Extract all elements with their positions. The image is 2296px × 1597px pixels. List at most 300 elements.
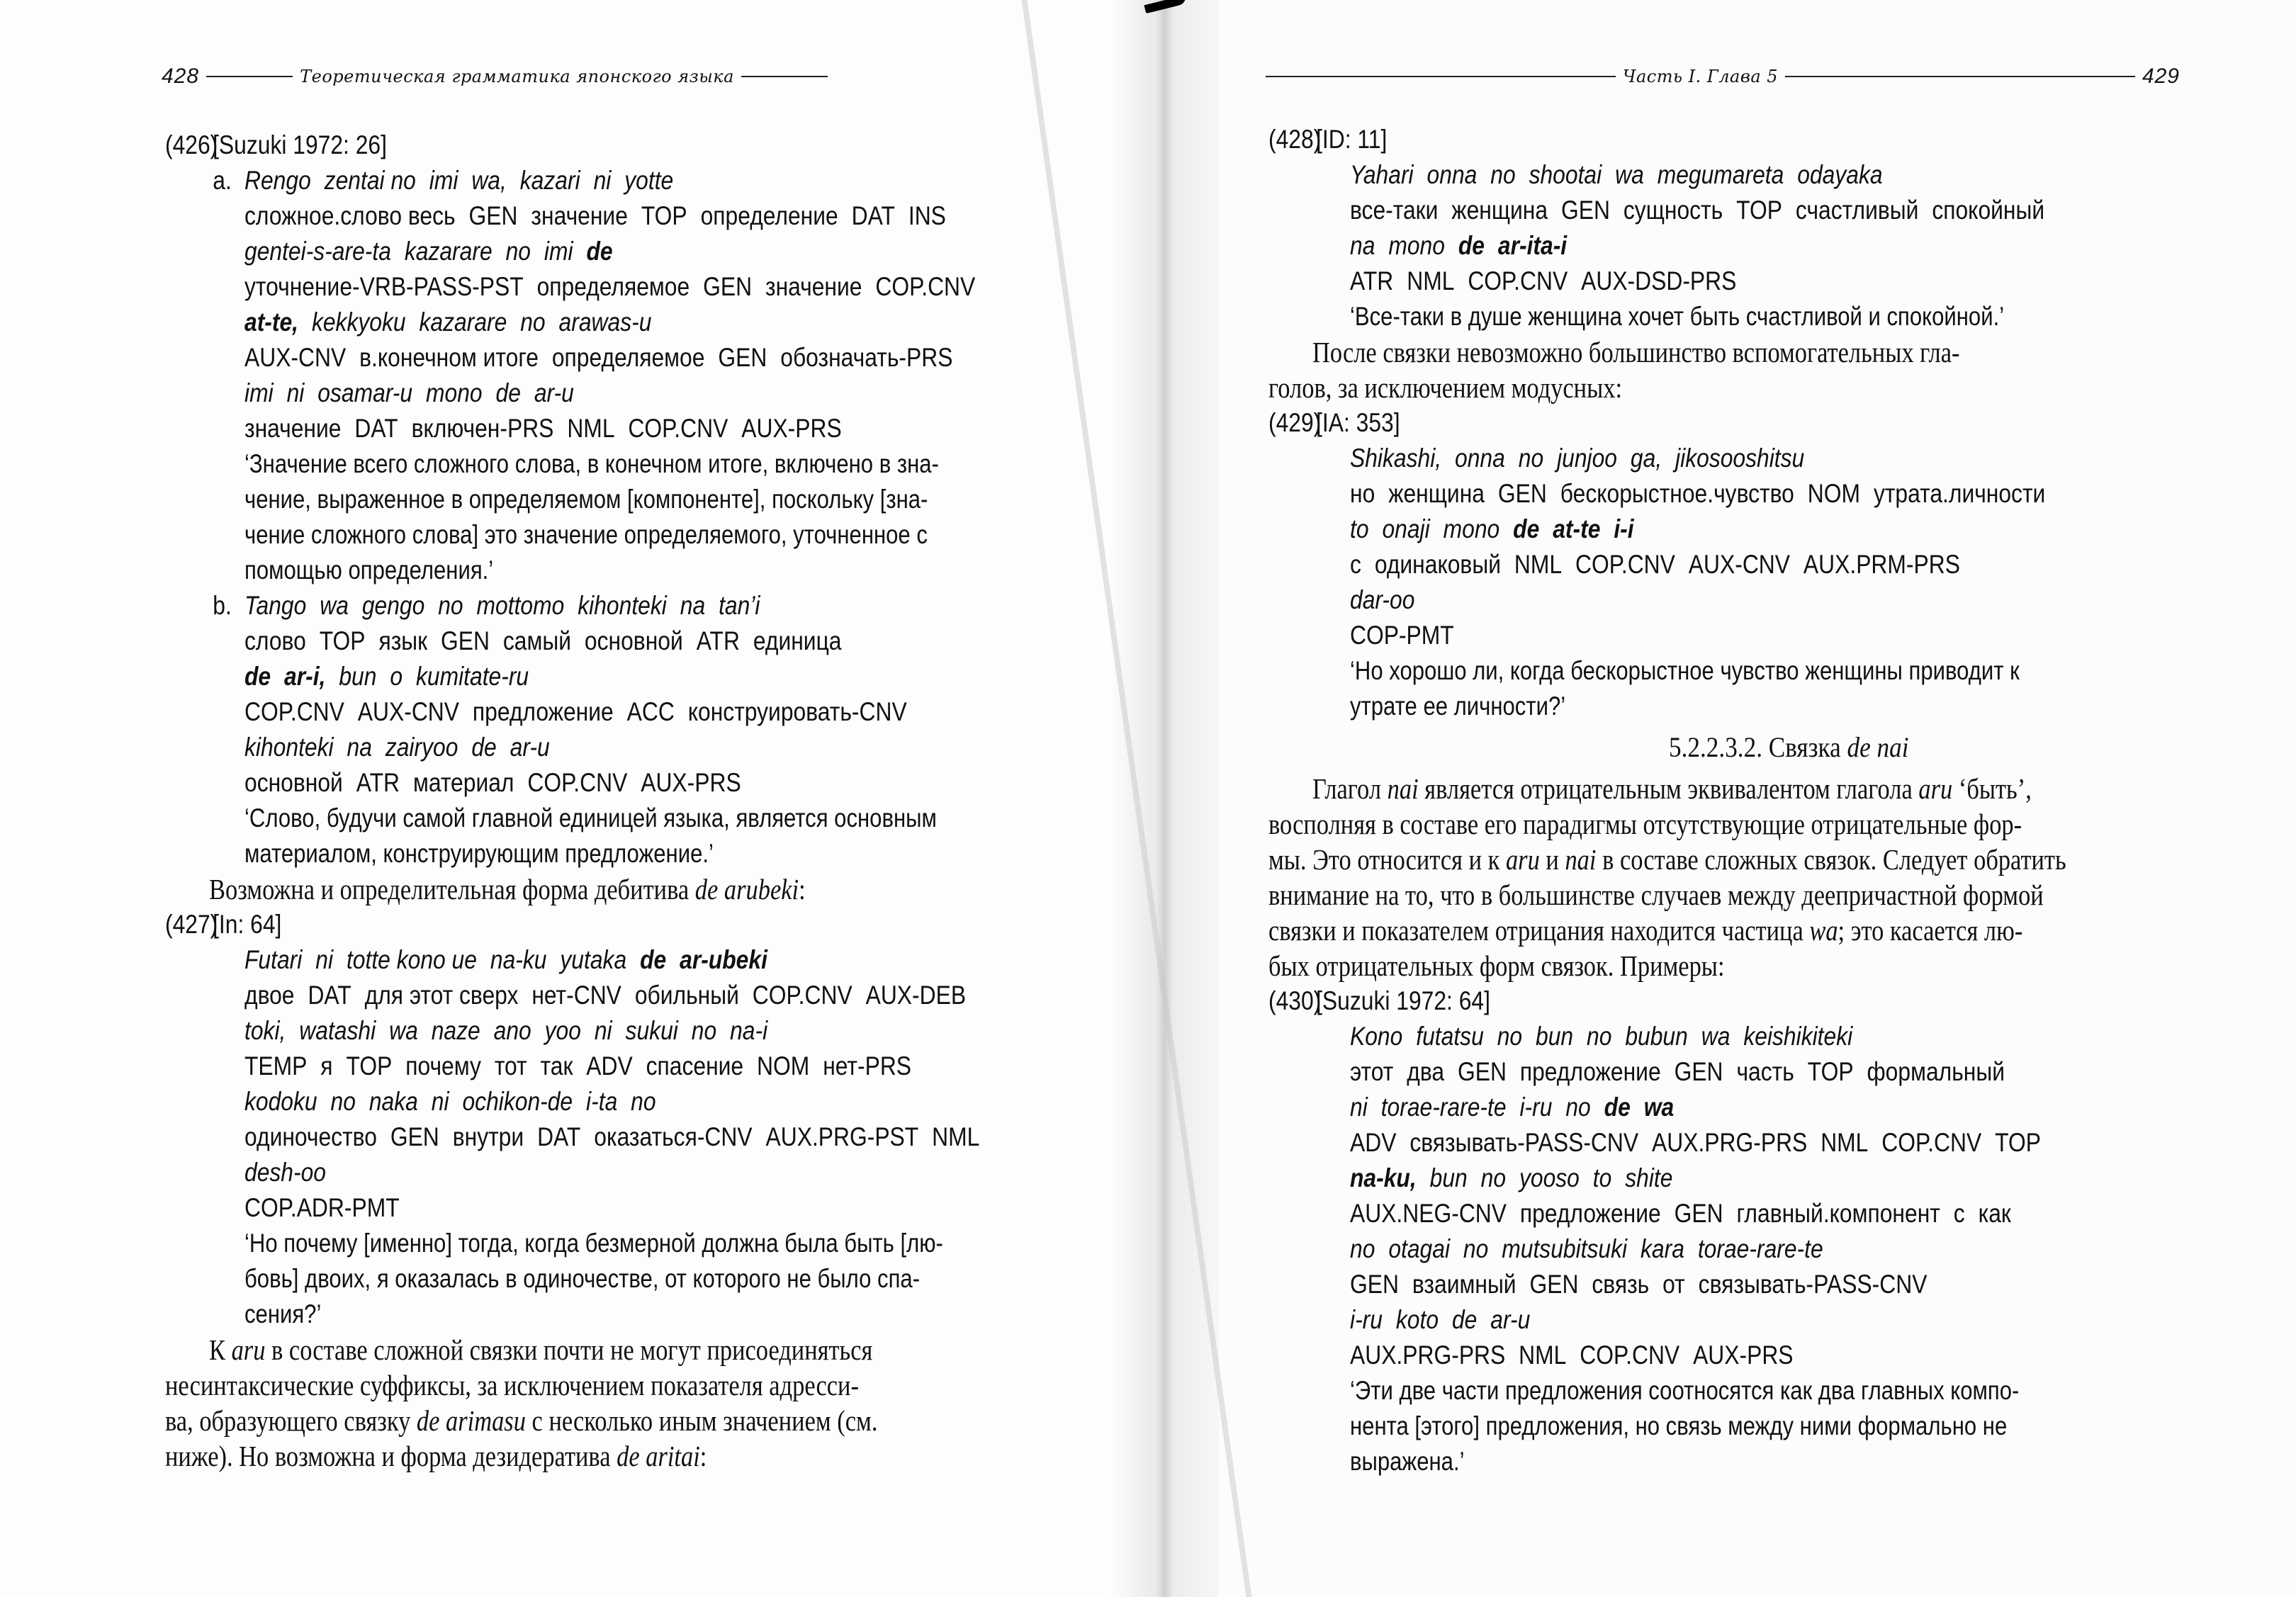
prose-line (1312, 334, 1960, 370)
gloss-word: wa (1615, 160, 1644, 189)
gloss-word: onaji (1382, 514, 1430, 543)
gloss-word: COP.CNV (527, 768, 628, 797)
example-number: (429) (1268, 408, 1322, 437)
gloss-word: Shikashi, (1350, 444, 1442, 473)
gloss-word: kihonteki (244, 733, 334, 762)
gloss-word: TEMP (244, 1051, 308, 1080)
gloss-word: COP.CNV (1881, 1128, 1982, 1157)
prose-text: ва, образующего связку (165, 1404, 417, 1437)
gloss-word: totte kono ue (346, 945, 477, 974)
gloss-word: COP.CNV (1580, 1341, 1680, 1370)
gloss-word: GEN (1674, 1057, 1723, 1086)
gloss-word: связь (1592, 1270, 1650, 1299)
prose-line (165, 1438, 707, 1474)
gloss-word: Yahari (1350, 160, 1414, 189)
gloss-word: NML (1821, 1128, 1869, 1157)
gloss-word: TOP (1736, 196, 1782, 225)
gloss-word: wa (1643, 1093, 1675, 1122)
free-translation-line: бовь] двоих, я оказалась в одиночестве, от которого не было спа- (244, 1264, 921, 1293)
subexample-label: b. (213, 591, 232, 620)
gloss-word: imi (544, 237, 573, 266)
gloss-word: no (505, 237, 531, 266)
gloss-word: no (1565, 1093, 1591, 1122)
prose-text: в составе сложной связки почти не могут присоединяться (265, 1333, 873, 1366)
prose-text: Возможна и определительная форма дебитива (209, 873, 695, 905)
gloss-word: GEN (390, 1122, 439, 1151)
gloss-source-line (1350, 1161, 1686, 1196)
gloss-word: no (330, 1087, 356, 1116)
gloss-word: нет-CNV (531, 981, 621, 1010)
gloss-word: COP.CNV (875, 272, 976, 301)
gloss-word: двое (244, 981, 295, 1010)
gloss-word: сущность (1623, 196, 1723, 225)
gloss-translation-line (1350, 193, 2058, 228)
gloss-word: mutsubitsuki (1502, 1234, 1628, 1263)
gloss-word: ar-u (534, 378, 574, 407)
gloss-source-line (244, 659, 542, 694)
header-rule (1266, 76, 1616, 77)
example-source: [Suzuki 1972: 64] (1316, 986, 1490, 1015)
gloss-word: ni (315, 945, 334, 974)
gloss-word: AUX-CNV (1688, 550, 1791, 579)
prose-text: мы. Это относится и к (1268, 843, 1506, 876)
gloss-word: самый (502, 626, 572, 655)
prose-text: ; это касается лю- (1838, 914, 2023, 947)
free-translation-line: чение сложного слова] это значение определяемого, уточненное с (244, 520, 928, 549)
gloss-word: утрата.личности (1873, 479, 2046, 508)
gloss-translation-line (244, 198, 960, 234)
gloss-word: ar-ubeki (680, 945, 767, 974)
gloss-word: как (1978, 1199, 2011, 1228)
gloss-word: одинаковый (1374, 550, 1501, 579)
heading-text: 5.2.2.3.2. Связка (1669, 731, 1847, 763)
gloss-word: я (320, 1051, 333, 1080)
italic-term: de arimasu (416, 1404, 526, 1437)
gloss-word: связывать-PASS-CNV (1409, 1128, 1639, 1157)
free-translation-line: ‘Все-таки в душе женщина хочет быть счастливой и спокойной.’ (1350, 302, 2005, 331)
gloss-word: AUX-PRS (641, 768, 741, 797)
gloss-word: значение (765, 272, 862, 301)
gloss-word: osamar-u (317, 378, 413, 407)
gloss-source-line (213, 163, 687, 198)
gloss-word: yooso (1519, 1163, 1580, 1192)
italic-term: aru (231, 1333, 266, 1366)
gloss-word: ni (594, 1016, 612, 1045)
gloss-word: arawas-u (558, 307, 652, 337)
gloss-translation-line (244, 694, 921, 730)
gloss-word: GEN (1674, 1199, 1723, 1228)
page-number-left: 428 (162, 64, 200, 88)
gloss-word: bun (1429, 1163, 1468, 1192)
gloss-word: keishikiteki (1743, 1022, 1853, 1051)
gloss-source-line (244, 1084, 670, 1119)
gloss-word: DAT (851, 201, 895, 230)
gloss-word: no (1463, 1234, 1489, 1263)
gloss-word: предложение (472, 697, 614, 726)
gloss-word: ar-i, (284, 662, 326, 691)
prose-text: восполняя в составе его парадигмы отсутствующие отрицательные фор- (1268, 808, 2022, 840)
gloss-word: kazari (519, 166, 580, 195)
gloss-word: no (438, 591, 463, 620)
gloss-word: для этот сверх (364, 981, 519, 1010)
gloss-word: определение (700, 201, 838, 230)
gloss-word: AUX.PRG-PRS (1652, 1128, 1808, 1157)
gloss-word: ni (431, 1087, 449, 1116)
free-translation-line: ‘Но хорошо ли, когда бескорыстное чувство женщины приводит к (1350, 656, 2020, 685)
italic-term: nai (1565, 843, 1597, 876)
gloss-word: no (631, 1087, 656, 1116)
gloss-translation-line (1350, 264, 1750, 299)
prose-text: К (209, 1333, 232, 1366)
gloss-word: предложение (1519, 1199, 1661, 1228)
gloss-word: значение (244, 414, 342, 443)
free-translation-line: ‘Значение всего сложного слова, в конечном итоге, включено в зна- (244, 449, 939, 478)
gloss-word: de (586, 237, 613, 266)
gloss-word: no (1518, 444, 1544, 473)
example-number: (426) (165, 130, 218, 159)
gloss-word: kodoku (244, 1087, 317, 1116)
gloss-word: AUX-PRS (1693, 1341, 1794, 1370)
gloss-word: TOP (319, 626, 366, 655)
gloss-word: NML (1407, 266, 1455, 295)
gloss-word: часть (1736, 1057, 1794, 1086)
gloss-word: de (1458, 231, 1485, 260)
gloss-word: at-te (1553, 514, 1601, 543)
gloss-word: gentei-s-are-ta (244, 237, 391, 266)
prose-line (1268, 806, 2022, 842)
right-running-head (1259, 62, 2180, 91)
gloss-word: gengo (361, 591, 425, 620)
gloss-word: AUX-CNV (357, 697, 460, 726)
gloss-word: GEN (1560, 196, 1610, 225)
italic-term: de nai (1847, 731, 1909, 763)
gloss-word: no (1480, 1163, 1507, 1192)
gloss-word: wa (389, 1016, 418, 1045)
example-source: [Suzuki 1972: 26] (213, 130, 387, 159)
book-title: Теоретическая грамматика японского языка (300, 67, 734, 86)
gloss-word: DAT (354, 414, 398, 443)
gloss-word: ochikon-de (462, 1087, 573, 1116)
gloss-translation-line (1350, 1125, 2054, 1161)
gloss-word: naze (431, 1016, 480, 1045)
gloss-word: GEN (468, 201, 518, 230)
gloss-word: COP.ADR-PMT (244, 1193, 400, 1222)
gloss-word: значение (531, 201, 628, 230)
prose-text: связки и показателем отрицания находится частица (1268, 914, 1810, 947)
gloss-word: GEN (1529, 1270, 1579, 1299)
gloss-source-line (1350, 1090, 1687, 1125)
gloss-word: no (1497, 1022, 1523, 1051)
gloss-word: оказаться-CNV (594, 1122, 753, 1151)
gloss-word: COP.CNV (1575, 550, 1675, 579)
gloss-translation-line (244, 1190, 413, 1226)
gloss-word: ar-u (1490, 1305, 1531, 1334)
gloss-word: NOM (757, 1051, 810, 1080)
gloss-word: ni (286, 378, 305, 407)
gloss-word: NML (1514, 550, 1563, 579)
free-translation-line: материалом, конструирующим предложение.’ (244, 839, 714, 868)
section-heading (1669, 730, 1909, 765)
gloss-word: de (495, 378, 521, 407)
gloss-translation-line (244, 269, 989, 305)
gloss-word: de (1604, 1093, 1631, 1122)
gloss-word: onna (1426, 160, 1478, 189)
gloss-word: otagai (1388, 1234, 1451, 1263)
book-gutter (1105, 0, 1219, 1597)
gloss-word: COP.CNV (244, 697, 344, 726)
gloss-word: odayaka (1797, 160, 1883, 189)
example-source: [In: 64] (213, 910, 282, 939)
italic-term: wa (1809, 914, 1838, 947)
gloss-word: wa (320, 591, 349, 620)
gloss-word: нет-PRS (823, 1051, 912, 1080)
gloss-word: материал (412, 768, 514, 797)
gloss-word: тот (494, 1051, 527, 1080)
gloss-word: COP.CNV (628, 414, 728, 443)
gloss-word: de (1451, 1305, 1478, 1334)
gloss-word: Rengo (244, 166, 311, 195)
gloss-source-line (244, 234, 626, 269)
gloss-word: de (640, 945, 667, 974)
gloss-word: i-ta (586, 1087, 618, 1116)
gloss-source-line (1350, 441, 1818, 476)
gloss-translation-line (1350, 547, 1974, 582)
gloss-word: COP.CNV (1468, 266, 1568, 295)
gloss-source-line (1350, 228, 1580, 264)
prose-line (1312, 771, 2032, 806)
gloss-word: na-i (730, 1016, 768, 1045)
prose-line (165, 1403, 877, 1438)
gloss-word: конструировать-CNV (687, 697, 907, 726)
gloss-word: sukui (625, 1016, 678, 1045)
gloss-word: ar-ita-i (1497, 231, 1568, 260)
gloss-word: torae-rare-te (1380, 1093, 1507, 1122)
gloss-word: слово (244, 626, 306, 655)
gloss-translation-line (244, 411, 855, 446)
header-rule (206, 76, 293, 77)
italic-term: aru (1505, 843, 1540, 876)
gloss-word: сложное.слово весь (244, 201, 456, 230)
gloss-word: так (540, 1051, 573, 1080)
gloss-source-line (1350, 1019, 1866, 1054)
gloss-word: счастливый (1795, 196, 1919, 225)
gloss-word: GEN (1350, 1270, 1399, 1299)
gloss-word: kihonteki (578, 591, 667, 620)
prose-line (209, 1332, 872, 1367)
gloss-source-line (1350, 512, 1648, 547)
gloss-word: to (1350, 514, 1369, 543)
prose-text: несинтаксические суффиксы, за исключением показателя адресси- (165, 1369, 859, 1401)
gloss-word: ADV (586, 1051, 633, 1080)
gloss-word: na (347, 733, 372, 762)
example-source: [IA: 353] (1316, 408, 1400, 437)
gloss-word: Tango (244, 591, 307, 620)
gloss-word: koto (1395, 1305, 1439, 1334)
gloss-word: предложение (1519, 1057, 1661, 1086)
prose-text: : (699, 1440, 707, 1472)
gloss-word: единица (753, 626, 842, 655)
gloss-word: i-i (1614, 514, 1634, 543)
gloss-word: язык (378, 626, 428, 655)
gloss-word: no (1490, 160, 1516, 189)
gloss-word: ga, (1630, 444, 1662, 473)
prose-text: ниже). Но возможна и форма дезидератива (165, 1440, 617, 1472)
gloss-word: формальный (1867, 1057, 2005, 1086)
prose-text: ‘быть’, (1952, 772, 2032, 805)
gloss-word: ATR (356, 768, 400, 797)
gloss-word: DAT (537, 1122, 581, 1151)
gloss-word: mono (1443, 514, 1500, 543)
gloss-word: взаимный (1412, 1270, 1516, 1299)
gloss-translation-line (1350, 1267, 1940, 1302)
gloss-word: desh-oo (244, 1158, 326, 1187)
gloss-word: Kono (1350, 1022, 1403, 1051)
free-translation-line: выражена.’ (1350, 1447, 1465, 1476)
gloss-word: mono (1388, 231, 1445, 260)
gloss-word: NML (1519, 1341, 1567, 1370)
gloss-word: COP.CNV (752, 981, 852, 1010)
gloss-word: futatsu (1416, 1022, 1484, 1051)
gloss-word: но (1350, 479, 1375, 508)
gloss-word: два (1407, 1057, 1445, 1086)
gloss-word: в.конечном итоге (359, 343, 539, 372)
gloss-word: kumitate-ru (415, 662, 529, 691)
gloss-translation-line (244, 623, 855, 659)
italic-term: de aritai (617, 1440, 700, 1472)
page-number-right: 429 (2142, 64, 2180, 88)
prose-line (165, 1367, 859, 1403)
gloss-word: no (691, 1016, 717, 1045)
gloss-word: GEN (1457, 1057, 1507, 1086)
gloss-word: toki, (244, 1016, 286, 1045)
gloss-word: основной (584, 626, 683, 655)
gloss-word: INS (908, 201, 946, 230)
gloss-word: ar-u (510, 733, 550, 762)
gloss-translation-line (1350, 618, 1468, 653)
gloss-word: ACC (626, 697, 675, 726)
gloss-source-line (1350, 582, 1428, 618)
gloss-word: этот (1350, 1057, 1394, 1086)
gloss-word: zairyoo (385, 733, 458, 762)
gloss-word: с (1953, 1199, 1965, 1228)
gloss-source-line (244, 1013, 781, 1049)
prose-line (1268, 842, 2066, 877)
gloss-word: AUX.PRG-PST (765, 1122, 919, 1151)
free-translation-line: ‘Слово, будучи самой главной единицей языка, является основным (244, 803, 937, 833)
prose-text: бых отрицательных форм связок. Примеры: (1268, 949, 1725, 982)
free-translation-line: ‘Но почему [именно] тогда, когда безмерной должна была быть [лю- (244, 1229, 943, 1258)
gloss-word: главный.компонент (1736, 1199, 1940, 1228)
gloss-translation-line (244, 765, 755, 801)
gloss-translation-line (1350, 1196, 2025, 1231)
gloss-word: o (390, 662, 403, 691)
gloss-word: de (471, 733, 497, 762)
gloss-word: dar-oo (1350, 585, 1415, 614)
gloss-translation-line (244, 1049, 925, 1084)
gloss-word: с (1350, 550, 1361, 579)
prose-text: : (799, 873, 806, 905)
gloss-word: бескорыстное.чувство (1560, 479, 1794, 508)
gloss-word: внутри (452, 1122, 524, 1151)
free-translation-line: нента [этого] предложения, но связь между ними формально не (1350, 1411, 2008, 1440)
gloss-word: kekkyoku (311, 307, 406, 337)
free-translation-line: ‘Эти две части предложения соотносятся как два главных компо- (1350, 1376, 2020, 1405)
gloss-word: DAT (308, 981, 351, 1010)
gloss-source-line (244, 730, 563, 765)
gloss-word: включен-PRS (411, 414, 554, 443)
gloss-word: ano (493, 1016, 531, 1045)
prose-text: и (1539, 843, 1565, 876)
prose-line (1268, 877, 2044, 913)
gloss-word: bun (1536, 1022, 1574, 1051)
gloss-word: no (520, 307, 546, 337)
gloss-word: torae-rare-te (1697, 1234, 1823, 1263)
prose-text: в составе сложных связок. Следует обратить (1596, 843, 2066, 876)
gloss-word: AUX.PRM-PRS (1803, 550, 1960, 579)
gloss-word: спасение (646, 1051, 744, 1080)
gloss-source-line (244, 376, 587, 411)
gloss-word: AUX-DEB (865, 981, 967, 1010)
gloss-word: женщина (1451, 196, 1548, 225)
example-number: (430) (1268, 986, 1322, 1015)
gloss-word: ATR (696, 626, 740, 655)
gloss-word: ni (1350, 1093, 1368, 1122)
gloss-word: TOP (1807, 1057, 1854, 1086)
gloss-translation-line (1350, 1338, 1806, 1373)
free-translation-line: помощью определения.’ (244, 555, 494, 585)
gloss-source-line (1350, 1302, 1543, 1338)
gloss-word: onna (1455, 444, 1505, 473)
gloss-word: no (1587, 1022, 1612, 1051)
gloss-source-line (244, 305, 665, 340)
gloss-word: почему (405, 1051, 481, 1080)
gloss-word: shootai (1529, 160, 1602, 189)
gloss-word: mono (426, 378, 483, 407)
gloss-word: TOP (346, 1051, 393, 1080)
prose-line (1268, 913, 2022, 948)
gloss-word: no (1350, 1234, 1375, 1263)
gloss-word: tan’i (719, 591, 760, 620)
prose-text: голов, за исключением модусных: (1268, 371, 1623, 404)
prose-line (1268, 948, 1725, 983)
prose-line (1268, 370, 1622, 405)
gloss-translation-line (244, 340, 966, 376)
prose-text: с несколько иным значением (см. (525, 1404, 878, 1437)
gloss-source-line (244, 1155, 339, 1190)
italic-term: nai (1387, 772, 1419, 805)
gloss-word: na (1350, 231, 1375, 260)
gloss-word: от (1662, 1270, 1685, 1299)
gloss-translation-line (1350, 476, 2059, 512)
free-translation-line: чение, выраженное в определяемом [компоненте], поскольку [зна- (244, 485, 928, 514)
gloss-word: GEN (718, 343, 767, 372)
gloss-translation-line (244, 1119, 993, 1155)
gloss-word: основной (244, 768, 343, 797)
gloss-source-line (1350, 1231, 1837, 1267)
gloss-word: imi (244, 378, 274, 407)
gloss-word: at-te, (244, 307, 299, 337)
gloss-word: junjoo (1557, 444, 1618, 473)
gloss-word: AUX-CNV (244, 343, 347, 372)
example-source: [ID: 11] (1316, 125, 1388, 154)
gloss-word: i-ru (1519, 1093, 1553, 1122)
gloss-word: na-ku (490, 945, 547, 974)
example-number: (428) (1268, 125, 1322, 154)
gloss-word: naka (368, 1087, 418, 1116)
example-number: (427) (165, 910, 218, 939)
gloss-word: yoo (544, 1016, 581, 1045)
gloss-word: обозначать-PRS (780, 343, 953, 372)
